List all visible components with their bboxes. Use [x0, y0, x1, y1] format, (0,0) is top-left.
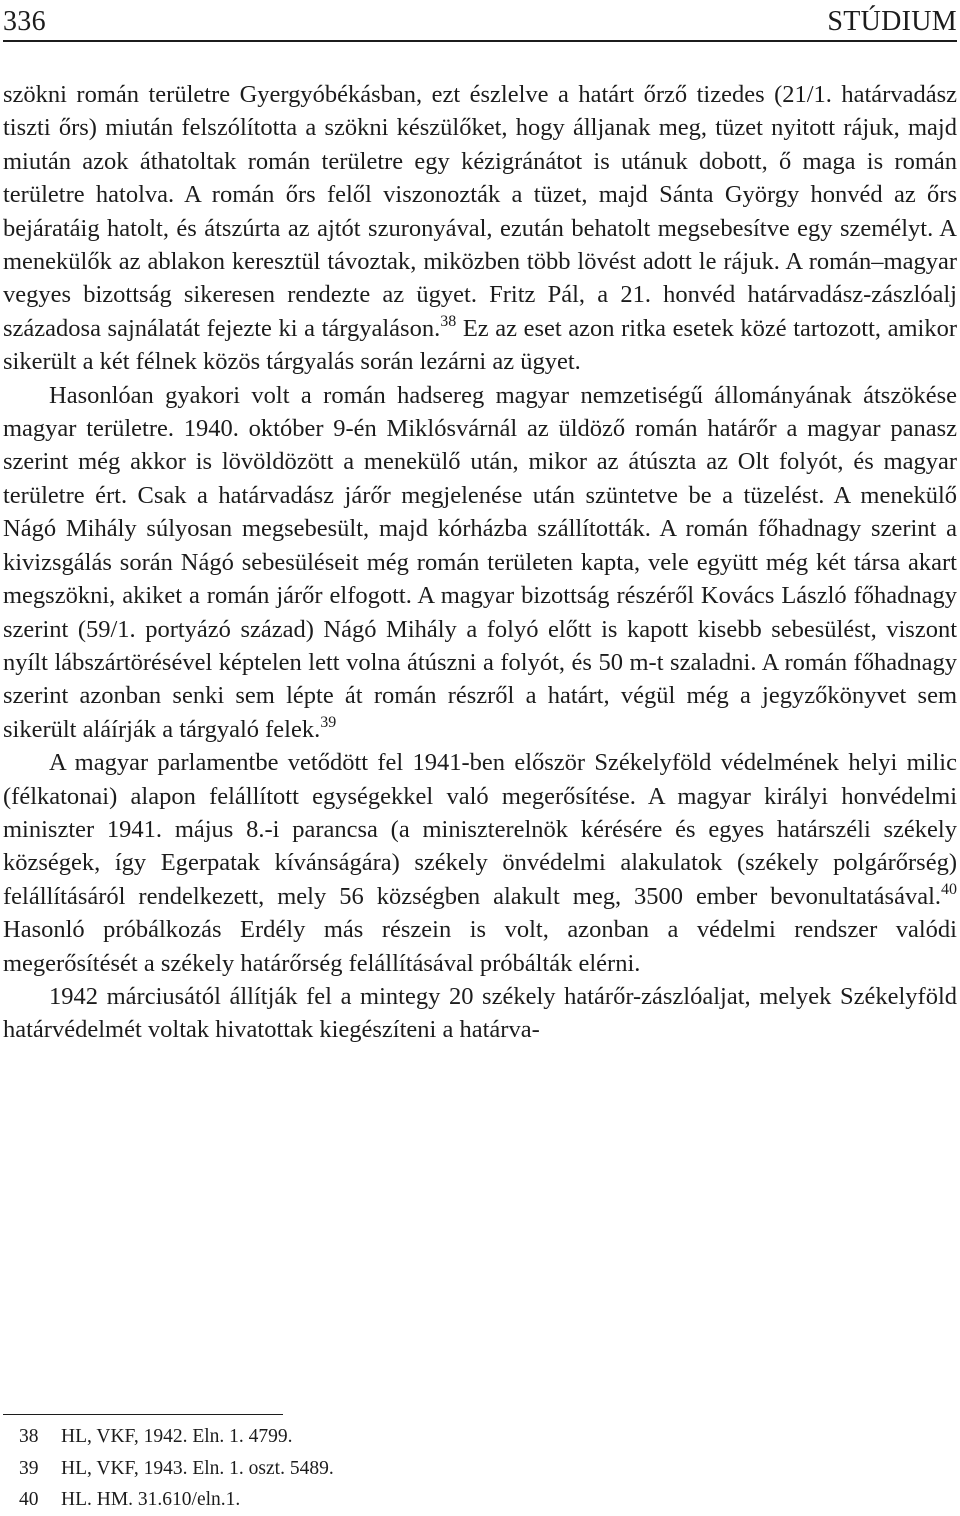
footnotes — [19, 1421, 919, 1516]
footnote — [19, 1484, 919, 1516]
footnote-number: 38 — [19, 1426, 39, 1447]
page-number: 336 — [3, 6, 46, 37]
footnote-reference[interactable]: 40 — [941, 880, 957, 898]
footnote-text: HL. HM. 31.610/eln.1. — [61, 1489, 241, 1510]
body-paragraph — [3, 980, 957, 1047]
body-paragraph — [3, 78, 957, 379]
paragraph-text: Hasonlóan gyakori volt a román hadsereg magyar nemzetiségű állományának átszökése magyar területre. 1940. október 9-én Miklósvárnál az üldöző román határőr a magyar panasz szerint még akkor is lövöldözött a menekülő után, mikor az átúszta az Olt folyót, és magyar területre ért. Csak a határvadász járőr megjelenése után szüntetve be a tüzelést. A menekülő Nágó Mihály súlyosan megsebesült, majd kórházba szállították. A román főhadnagy szerint a kivizsgálás során Nágó sebesüléseit még román területen kapta, vele együtt még két társa akart megszökni, akiket a román járőr elfogott. A magyar bizottság részéről Kovács László főhadnagy szerint (59/1. portyázó század) Nágó Mihály a folyó előtt is kapott kisebb sebesülést, viszont nyílt lábszártörésével képtelen lett volna átúszni a folyót, és 50 m-t szaladni. A román főhadnagy szerint azonban senki sem lépte át román részről a határt, végül még a jegyzőkönyvet sem sikerült aláírják a tárgyaló felek. — [3, 381, 957, 743]
footnote — [19, 1453, 919, 1485]
footnote-reference[interactable]: 39 — [320, 713, 337, 731]
footnote-reference[interactable]: 38 — [440, 312, 457, 330]
body-paragraph — [3, 746, 957, 980]
running-title: STÚDIUM — [827, 6, 957, 37]
footnote-rule — [3, 1414, 283, 1415]
paragraph-text: 1942 márciusától állítják fel a mintegy 20 székely határőr-zászlóaljat, melyek Székelyföld határvédelmét voltak hivatottak kiegészíteni a határva- — [3, 982, 957, 1044]
footnote-number: 39 — [19, 1457, 39, 1479]
footnote — [19, 1421, 919, 1453]
paragraph-text: szökni román területre Gyergyóbékásban, ezt észlelve a határt őrző tizedes (21/1. határvadász tiszti őrs) miután felszólította a szökni készülőket, hogy álljanak meg, tüzet nyitott rájuk, majd miután azok áthatoltak román területre egy kézigránátot is utánuk dobott, ő maga is román területre hatolva. A román őrs felől viszonozták a tüzet, majd Sánta György honvéd az őrs bejáratáig hatolt, és átszúrta az ajtót szuronyával, ezután behatolt megsebesítve egy személyt. A menekülők az ablakon keresztül távoztak, miközben több lövést adott le rájuk. A román–magyar vegyes bizottság sikeresen rendezte az ügyet. Fritz Pál, a 21. honvéd határvadász-zászlóalj századosa sajnálatát fejezte ki a tárgyaláson. — [3, 81, 957, 342]
paragraph-text: A magyar parlamentbe vetődött fel 1941-ben először Székelyföld védelmének helyi milic (félkatonai) alapon felállított egységekkel való megerősítése. A magyar királyi honvédelmi miniszter 1941. május 8.-i parancsa (a miniszterelnök kérésére és egyes határszéli székely községek, így Egerpatak kívánságára) székely önvédelmi alakulatok (székely polgárőrség) felállításáról rendelkezett, mely 56 községben alakult meg, 3500 ember bevonultatásával. — [3, 749, 957, 910]
running-head — [3, 2, 957, 42]
footnote-text: HL, VKF, 1943. Eln. 1. oszt. 5489. — [61, 1457, 334, 1479]
body-paragraph — [3, 379, 957, 746]
paragraph-text: Ez az eset azon ritka esetek közé tartozott, amikor sikerült a két félnek közös tárgyalás során lezárni az ügyet. — [3, 314, 958, 376]
body-text — [3, 78, 957, 1047]
footnote-text: HL, VKF, 1942. Eln. 1. 4799. — [61, 1426, 293, 1447]
footnote-number: 40 — [19, 1489, 39, 1510]
paragraph-text: Hasonló próbálkozás Erdély más részein is volt, azonban a védelmi rendszer valódi megerősítését a székely határőrség felállításával próbálták elérni. — [3, 916, 957, 977]
header-rule — [3, 40, 957, 42]
book-page — [3, 0, 957, 1515]
